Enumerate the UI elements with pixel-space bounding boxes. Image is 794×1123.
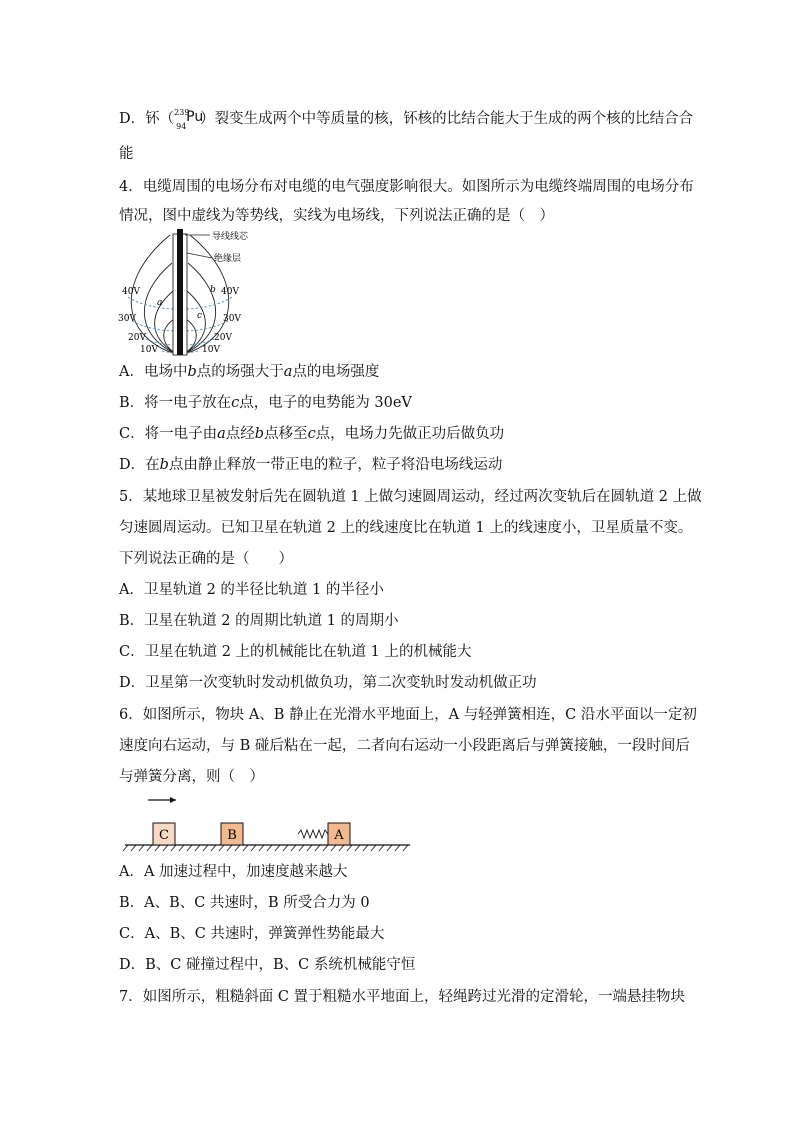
insul-leader (187, 253, 212, 258)
conductor-core (177, 229, 183, 355)
velocity-arrow (148, 797, 176, 803)
q4-stem-line-1: 4．电缆周围的电场分布对电缆的电气强度影响很大。如图所示为电缆终端周围的电场分布 (119, 179, 694, 195)
q5-stem-line-2: 匀速圆周运动。已知卫星在轨道 2 上的线速度比在轨道 1 上的线速度小，卫星质量不变。 (119, 520, 693, 536)
text: D．在 (119, 457, 160, 473)
text: 点，电子的电势能为 30eV (239, 395, 412, 411)
blocks-spring-figure (120, 788, 420, 858)
atomic-number: 94 (176, 122, 187, 131)
q4-stem-line-2: 情况，图中虚线为等势线，实线为电场线，下列说法正确的是（ ） (119, 208, 554, 224)
cable-field-figure (110, 225, 260, 360)
italic-var: b (187, 364, 197, 380)
text: 点经 (225, 426, 255, 442)
text: 点移至 (264, 426, 308, 442)
text: 点的场强大于 (196, 364, 284, 380)
text: 点的电场强度 (292, 364, 380, 380)
label-10v-right: 10V (202, 345, 220, 355)
q6-stem-line-3: 与弹簧分离，则（ ） (119, 769, 264, 785)
q4-option-a (119, 362, 379, 382)
q4-option-b (119, 393, 412, 413)
text: 点，电场力先做正功后做负功 (315, 426, 505, 442)
label-30v-left: 30V (118, 314, 136, 324)
q4-option-c (119, 424, 504, 444)
q5-option-d: D．卫星第一次变轨时发动机做负功，第二次变轨时发动机做正功 (119, 675, 537, 691)
spring (298, 830, 328, 838)
italic-var: c (231, 395, 240, 411)
text: B．将一电子放在 (119, 395, 232, 411)
text: D．钚（ (119, 111, 175, 127)
text: C．将一电子由 (119, 426, 218, 442)
block-a-label: A (334, 828, 344, 843)
point-b: b (210, 285, 216, 295)
q6-option-d: D．B、C 碰撞过程中，B、C 系统机械能守恒 (119, 957, 416, 973)
point-a: a (157, 298, 163, 308)
label-20v-right: 20V (214, 333, 232, 343)
point-c: c (197, 311, 203, 321)
label-core: 导线线芯 (212, 232, 249, 242)
q6-option-b: B．A、B、C 共速时，B 所受合力为 0 (119, 895, 370, 911)
q5-option-a: A．卫星轨道 2 的半径比轨道 1 的半径小 (119, 582, 384, 598)
label-10v-left: 10V (140, 345, 158, 355)
q5-stem-line-3: 下列说法正确的是（ ） (119, 551, 293, 567)
text: A．电场中 (119, 364, 188, 380)
label-30v-right: 30V (223, 314, 241, 324)
q3-option-d (119, 107, 693, 129)
q6-option-c: C．A、B、C 共速时，弹簧弹性势能最大 (119, 926, 385, 942)
q4-option-d (119, 455, 502, 475)
element-symbol: Pu (186, 109, 204, 125)
q6-stem-line-2: 速度向右运动，与 B 碰后粘在一起，二者向右运动一小段距离后与弹簧接触，一段时间后 (119, 738, 690, 754)
mass-number: 239 (174, 108, 190, 117)
label-40v-left: 40V (122, 287, 140, 297)
pu-isotope (174, 107, 204, 131)
q7-stem-line-1: 7．如图所示，粗糙斜面 C 置于粗糙水平地面上，轻绳跨过光滑的定滑轮，一端悬挂物块 (119, 989, 686, 1005)
label-insulation: 绝缘层 (214, 254, 242, 264)
q6-stem-line-1: 6．如图所示，物块 A、B 静止在光滑水平地面上，A 与轻弹簧相连，C 沿水平面以一定初 (119, 707, 697, 723)
text: 点由静止释放一带正电的粒子，粒子将沿电场线运动 (168, 457, 503, 473)
ground-hatch (123, 845, 408, 851)
q3-option-d-tail: 能 (119, 146, 134, 162)
q5-stem-line-1: 5．某地球卫星被发射后先在圆轨道 1 上做匀速圆周运动，经过两次变轨后在圆轨道 2 上做 (119, 489, 702, 505)
q6-option-a: A．A 加速过程中，加速度越来越大 (119, 864, 348, 880)
block-c-label: C (159, 828, 169, 843)
italic-var: b (159, 457, 169, 473)
italic-var: c (307, 426, 316, 442)
block-b-label: B (227, 828, 237, 843)
q5-option-c: C．卫星在轨道 2 上的机械能比在轨道 1 上的机械能大 (119, 644, 472, 660)
label-20v-left: 20V (128, 333, 146, 343)
italic-var: a (217, 426, 226, 442)
italic-var: b (254, 426, 265, 442)
label-40v-right: 40V (221, 287, 239, 297)
italic-var: a (283, 364, 293, 380)
text: ）裂变生成两个中等质量的核，钚核的比结合能大于生成的两个核的比结合合 (200, 111, 694, 127)
q5-option-b: B．卫星在轨道 2 的周期比轨道 1 的周期小 (119, 613, 399, 629)
